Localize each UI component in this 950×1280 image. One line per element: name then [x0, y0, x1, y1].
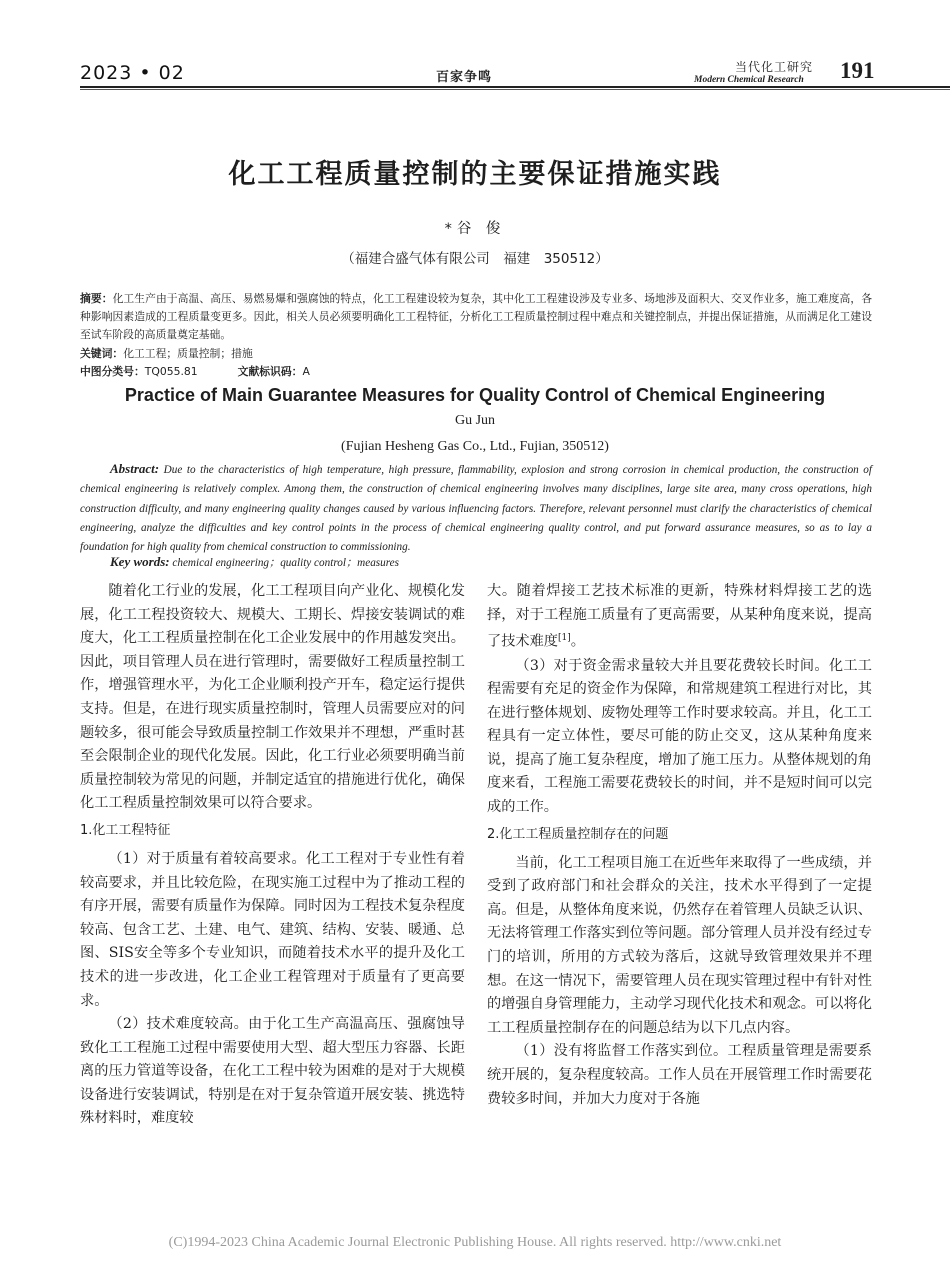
body-paragraph: （3）对于资金需求量较大并且要花费较长时间。化工工程需要有充足的资金作为保障，和常规建筑工程进行对比，其在进行整体规划、废物处理等工作时要求较高。并且，化工工程具有一定立体性，要尽可能的防止交叉，这从某种角度来说，提高了施工复杂程度，增加了施工压力。从整体规划的角度来看，工程施工需要花费较长的时间，并不是短时间可以完成的工作。: [487, 657, 872, 816]
keywords-en-text: chemical engineering；quality control；measures: [172, 557, 399, 569]
body-paragraph: 随着化工行业的发展，化工工程项目向产业化、规模化发展，化工工程投资较大、规模大、工期长、焊接安装调试的难度大，化工工程质量控制在化工企业发展中的作用越发突出。因此，项目管理人员在进行管理时，需要做好工程质量控制工作，增强管理水平，为化工企业顺利投产开车，稳定运行提供支持。但是，在进行现实质量控制时，管理人员需要应对的问题较多，很可能会导致质量控制工作效果并不理想，严重时甚至会限制企业的现代化发展。因此，化工行业必须要明确当前质量控制较为常见的问题，并制定适宜的措施进行优化，确保化工工程质量控制效果可以符合要求。: [80, 583, 465, 812]
author-en: Gu Jun: [454, 413, 496, 428]
paper-title-en: Practice of Main Guarantee Measures for Quality Control of Chemical Engineering: [124, 385, 826, 405]
paper-title-cn: 化工工程质量控制的主要保证措施实践: [228, 159, 722, 190]
body-paragraph: （1）没有将监督工作落实到位。工程质量管理是需要系统开展的，复杂程度较高。工作人员在开展管理工作时需要花费较多时间，并加大力度对于各施: [487, 1043, 872, 1107]
issue-number: 2023 • 02: [80, 62, 185, 84]
doc-code-label: 文献标识码：: [237, 365, 303, 378]
body-paragraph: （1）对于质量有着较高要求。化工工程对于专业性有着较高要求，并且比较危险，在现实施工过程中为了推动工程的有序开展，需要有质量作为保障。同时因为工程技术复杂程度较高、包含工艺、土建、电气、建筑、结构、安装、暖通、总图、SIS安全等多个专业知识，而随着技术水平的提升及化工技术的进一步改进，化工企业工程管理对于质量有了更高要求。: [80, 850, 465, 1009]
body-paragraph-text: 大。随着焊接工艺技术标准的更新，特殊材料焊接工艺的选择，对于工程施工质量有了更高需要，从某种角度来说，提高了技术难度: [487, 583, 872, 650]
header-divider-thin: [80, 89, 950, 90]
clc-value: TQ055.81: [144, 365, 198, 378]
journal-name-en: Modern Chemical Research: [694, 75, 804, 85]
keywords-cn-text: 化工工程；质量控制；措施: [123, 347, 253, 360]
keywords-cn: [80, 346, 253, 361]
section-heading-1: 1.化工工程特征: [80, 822, 171, 838]
abstract-cn-label: 摘要：: [80, 292, 113, 305]
classification-row: [80, 364, 310, 379]
body-paragraph: （2）技术难度较高。由于化工生产高温高压、强腐蚀导致化工工程施工过程中需要使用大型、超大型压力容器、长距离的压力管道等设备，在化工工程中较为困难的是对于大规模设备进行安装调试，特别是在对于复杂管道开展安装、挑选特殊材料时，难度较: [80, 1016, 465, 1127]
abstract-cn: [80, 290, 872, 344]
abstract-en-text: Due to the characteristics of high temperature, high pressure, flammability, explosion and strong corrosion in chemical production, the construction of chemical engineering is relatively complex. Among them, the construction of chemical engineering involves many disciplines, large site area, many cross operations, high construction difficulty, and many engineering quality changes caused by various influencing factors. Therefore, relevant personnel must clarify the characteristics of chemical engineering, analyze the difficulties and key control points in the process of chemical engineering quality control, and put forward assurance measures, so as to lay a foundation for high quality from chemical construction to commissioning.: [80, 464, 873, 554]
abstract-en-label: Abstract:: [110, 461, 160, 476]
keywords-en: [110, 554, 399, 570]
section-heading-2: 2.化工工程质量控制存在的问题: [487, 826, 669, 842]
page-number: 191: [840, 58, 875, 83]
affiliation-cn: （福建合盛气体有限公司 福建 350512）: [341, 251, 609, 267]
doc-code-value: A: [302, 365, 310, 378]
body-right-column: [487, 580, 872, 1111]
keywords-cn-label: 关键词：: [80, 347, 124, 360]
body-paragraph-continued: [487, 580, 872, 655]
body-paragraph: 当前，化工工程项目施工在近些年来取得了一些成绩，并受到了政府部门和社会群众的关注，技术水平得到了一定提高。但是，从整体角度来说，仍然存在着管理人员缺乏认识、无法将管理工作落实到位等问题。部分管理人员并没有经过专门的培训，所用的方式较为落后，这就导致管理效果并不理想。在这一情况下，需要管理人员在现实管理过程中有针对性的增强自身管理能力，主动学习现代化技术和观念。可以将化工工程质量控制存在的问题总结为以下几点内容。: [487, 854, 872, 1036]
clc-label: 中图分类号：: [80, 365, 145, 378]
body-paragraph-end: 。: [570, 633, 585, 650]
citation-ref: [1]: [557, 633, 571, 644]
keywords-en-label: Key words:: [110, 554, 170, 569]
journal-name-cn: 当代化工研究: [735, 60, 814, 74]
abstract-en: [80, 459, 872, 557]
abstract-cn-text: 化工生产由于高温、高压、易燃易爆和强腐蚀的特点，化工工程建设较为复杂，其中化工工程建设涉及专业多、场地涉及面积大、交叉作业多，施工难度高，各种影响因素造成的工程质量变更多。因此，相关人员必须要明确化工工程特征，分析化工工程质量控制过程中难点和关键控制点，并提出保证措施，从而满足化工建设至试车阶段的高质量奠定基础。: [80, 292, 873, 341]
affiliation-en: (Fujian Hesheng Gas Co., Ltd., Fujian, 350512): [341, 439, 609, 454]
copyright-footer: (C)1994-2023 China Academic Journal Electronic Publishing House. All rights reserved. http://www.cnki.net: [168, 1235, 782, 1250]
body-left-column: [80, 580, 465, 1131]
column-name: 百家争鸣: [436, 70, 493, 85]
author-cn: *谷 俊: [444, 221, 506, 237]
header-divider: [80, 86, 950, 88]
